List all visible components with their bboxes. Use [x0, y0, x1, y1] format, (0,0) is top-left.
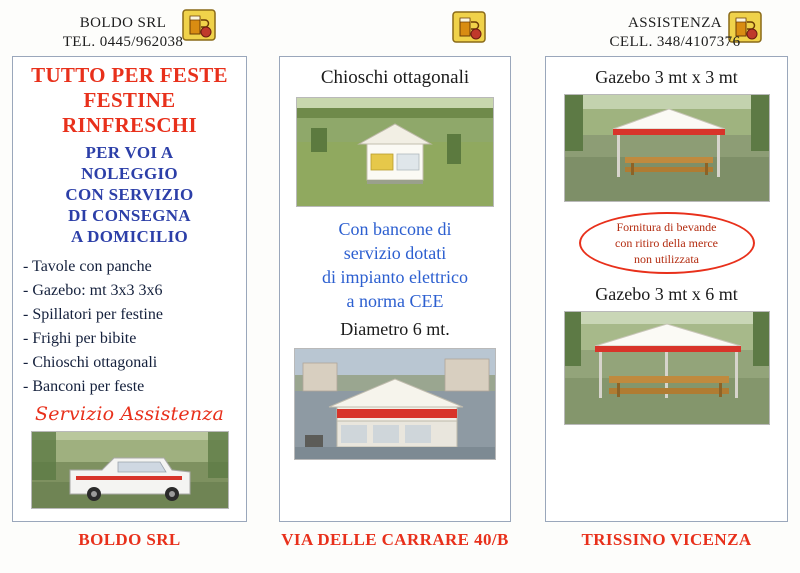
footer-address: VIA DELLE CARRARE 40/B [281, 530, 509, 549]
assistance-label: ASSISTENZA [627, 15, 722, 31]
subtitle-line-2: NOLEGGIO [81, 164, 178, 183]
main-title-line-1: TUTTO PER FESTE [31, 63, 228, 87]
company-header-right [560, 14, 790, 52]
badge-line-3: non utilizzata [634, 252, 699, 266]
kiosk-heading: Chioschi ottagonali [320, 67, 470, 88]
delivery-van-photo [31, 431, 229, 509]
subtitle-line-4: DI CONSEGNA [68, 206, 191, 225]
list-item: - Spillatori per festine [23, 306, 163, 323]
kiosk-description [280, 217, 510, 313]
assistance-script-text: Servizio Assistenza [34, 403, 225, 425]
main-title [13, 63, 246, 138]
kiosk-desc-line-1: Con bancone di [338, 219, 452, 239]
octagonal-kiosk-night-photo [294, 348, 496, 460]
assistance-phone: CELL. 348/4107376 [609, 34, 741, 50]
list-item: - Tavole con panche [23, 258, 152, 275]
subtitle-line-3: CON SERVIZIO [65, 185, 194, 204]
gazebo-3x3-heading: Gazebo 3 mt x 3 mt [595, 67, 738, 87]
gazebo-3x6-photo [564, 311, 770, 425]
header [0, 0, 800, 52]
kiosk-diameter: Diametro 6 mt. [340, 319, 450, 339]
gazebo-3x6-heading: Gazebo 3 mt x 6 mt [595, 284, 738, 304]
main-title-line-3: RINFRESCHI [62, 113, 197, 137]
subtitle-line-5: A DOMICILIO [70, 227, 189, 246]
kiosk-desc-line-3: di impianto elettrico [322, 267, 468, 287]
left-panel [12, 56, 247, 522]
company-phone: TEL. 0445/962038 [62, 34, 184, 50]
gazebo-3x3-photo [564, 94, 770, 202]
list-item: - Chioschi ottagonali [23, 354, 158, 371]
list-item: - Banconi per feste [23, 378, 145, 395]
services-list [13, 255, 246, 399]
list-item: - Frighi per bibite [23, 330, 137, 347]
kiosk-desc-line-2: servizio dotati [343, 243, 447, 263]
kiosk-desc-line-4: a norma CEE [346, 291, 444, 311]
subtitle-line-1: PER VOI A [85, 143, 174, 162]
badge-line-2: con ritiro della merce [615, 236, 718, 250]
footer-city: TRISSINO VICENZA [581, 530, 752, 549]
beer-mug-icon [450, 8, 488, 46]
beer-mug-icon [180, 6, 218, 44]
footer [0, 530, 800, 560]
beverage-supply-badge [579, 212, 755, 274]
center-panel [279, 56, 511, 522]
badge-line-1: Fornitura di bevande [616, 220, 717, 234]
company-name: BOLDO SRL [79, 15, 167, 31]
subtitle [13, 142, 246, 247]
right-panel [545, 56, 788, 522]
main-title-line-2: FESTINE [83, 88, 176, 112]
list-item: - Gazebo: mt 3x3 3x6 [23, 282, 163, 299]
octagonal-kiosk-photo [296, 97, 494, 207]
footer-company: BOLDO SRL [78, 530, 181, 549]
